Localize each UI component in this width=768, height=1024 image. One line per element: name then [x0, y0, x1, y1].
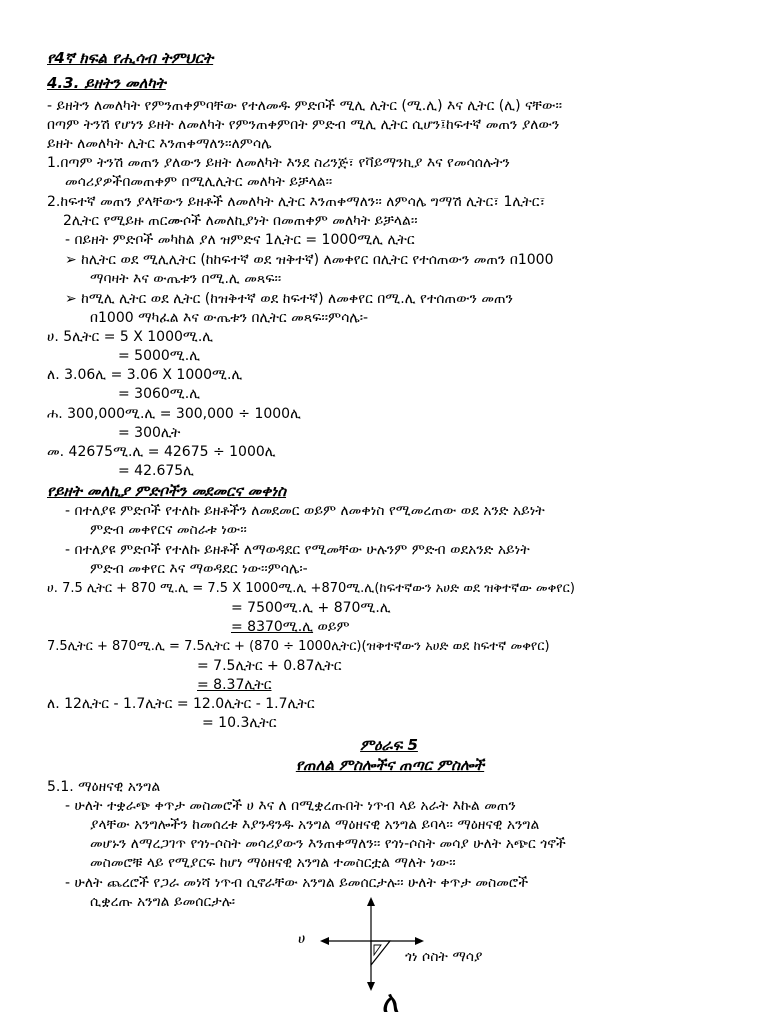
unit5-para-2a: - ሁለት ጨረሮች የጋራ መነሻ ነጥብ ሲኖራቸው አንግል ይመሰርታሉ፡፡ ሁለት ቀጥታ መስመሮች	[65, 875, 529, 891]
intro-line-3: ይዘት ለመለካት ሊትር እንጠቀማለን፡፡ለምሳሌ	[47, 136, 272, 152]
horizontal-arrow-left	[320, 937, 329, 945]
intro-line-1: - ይዘትን ለመለካት የምንጠቀምባቸው የተለመዱ ምድቦች ሚሊ ሊትር (ሚ.ሊ) እና ሊትር (ሊ) ናቸው፡፡	[47, 98, 563, 114]
intro-arrow-1b: ማባዛት እና ውጤቱን በሚ.ሊ መጻፍ፡፡	[90, 271, 282, 287]
section-5-1-title: 5.1. ማዕዘናዊ አንግል	[47, 779, 161, 795]
intro-arrow-1a: ➢ ከሊትር ወደ ሚሊሊትር (ከከፍተኛ ወደ ዝቅተኛ) ለመቀየር በሊትር የተሰጠውን መጠን በ1000	[65, 252, 554, 268]
addsub-example-3a: ለ. 12ሊትር - 1.7ሊትር = 12.0ሊትር - 1.7ሊትር	[47, 696, 315, 712]
intro-line-2: በጣም ትንሽ የሆነን ይዘት ለመለካት የምንጠቀምበት ምድብ ሚሊ ሊትር ሲሆን፤ከፍተኛ መጠን ያለውን	[47, 117, 560, 133]
unit-subtitle: የጠለል ምስሎችና ጠጣር ምስሎች	[295, 756, 485, 774]
diagram-label-tool: ጎነ ሶስት ማሳያ	[405, 949, 483, 965]
example-ha-2: = 5000ሚ.ሊ	[118, 348, 201, 364]
vertical-arrow-bottom	[367, 982, 375, 991]
vertical-arrow-top	[367, 897, 375, 906]
addsub-dash-2b: ምድብ መቀየር እና ማወዳደር ነው፡፡ምሳሌ፡-	[90, 561, 308, 577]
unit5-para-1d: መስመሮቹ ላይ የሚያርፍ ከሆነ ማዕዘናዊ አንግል ተመስርቷል ማለት ነው፡፡	[90, 855, 456, 871]
addsub-example-2c: = 8.37ሊትር	[197, 677, 272, 693]
example-me-1: መ. 42675ሚ.ሊ = 42675 ÷ 1000ሊ	[47, 444, 276, 460]
addsub-example-1c	[231, 618, 350, 636]
addsub-example-1b: = 7500ሚ.ሊ + 870ሚ.ሊ	[231, 600, 391, 616]
addsub-example-2b: = 7.5ሊትር + 0.87ሊትር	[197, 658, 342, 674]
example-hha-2: = 300ሊት	[118, 425, 181, 441]
unit-title: ምዕራፍ 5	[360, 736, 418, 754]
intro-arrow-2b: በ1000 ማካፈል እና ውጤቱን በሊትር መጻፍ፡፡ምሳሌ፡-	[90, 310, 369, 326]
example-le-1: ለ. 3.06ሊ = 3.06 X 1000ሚ.ሊ	[47, 367, 243, 383]
example-hha-1: ሐ. 300,000ሚ.ሊ = 300,000 ÷ 1000ሊ	[47, 406, 301, 422]
horizontal-arrow-right	[415, 937, 424, 945]
grade-title: የ4ኛ ክፍል የሒሳብ ትምህርት	[47, 49, 214, 67]
diagram-label-l: ለ	[382, 985, 400, 1020]
addsub-title: የይዘት መለኪያ ምድቦችን መደመርና መቀነስ	[47, 482, 287, 500]
intro-item-1a: 1.በጣም ትንሽ መጠን ያለውን ይዘት ለመለካት እንደ ስሪንጅ፣ የቫይማንኪያ እና የመሳሰሉትን	[47, 155, 510, 171]
intro-dash-1: - በይዘት ምድቦች መካከል ያለ ዝምድና 1ሊትር = 1000ሚሊ ሊትር	[65, 232, 415, 248]
unit5-para-1c: መሆኑን ለማረጋገጥ የጎነ-ሶስት መሳሪያውን እንጠቀማለን፡፡ የጎነ-ሶስት መሳያ ሁለት አጭር ጎኖች	[90, 836, 566, 852]
addsub-result-ml: = 8370ሚ.ሊ	[231, 619, 314, 635]
addsub-dash-1b: ምድብ መቀየርና መስራቱ ነው፡፡	[90, 522, 247, 538]
unit5-para-1a: - ሁለት ተቋራጭ ቀጥታ መስመሮች ሀ እና ለ በሚቋረጡበት ነጥብ ላይ አራት እኩል መጠን	[65, 798, 516, 814]
unit5-para-1b: ያላቸው አንግሎችን ከመሰረቱ እያንዳንዱ አንግል ማዕዘናዊ አንግል ይባላ፡፡ ማዕዘናዊ አንግል	[90, 817, 540, 833]
addsub-example-3b: = 10.3ሊትር	[202, 715, 277, 731]
example-le-2: = 3060ሚ.ሊ	[118, 386, 201, 402]
addsub-dash-1a: - በተለያዩ ምድቦች የተለኩ ይዘቶችን ለመደመር ወይም ለመቀነስ የሚመረጠው ወደ አንድ አይነት	[65, 503, 545, 519]
addsub-example-2a: 7.5ሊትር + 870ሚ.ሊ = 7.5ሊትር + (870 ÷ 1000ሊትር)(ዝቅተኛውን አሀድ ወደ ከፍተኛ መቀየር)	[47, 639, 550, 654]
intro-item-1b: መሳሪያዎችበመጠቀም በሚሊሊትር መለካት ይቻላል፡፡	[65, 174, 333, 190]
addsub-example-1a: ሀ. 7.5 ሊትር + 870 ሚ.ሊ = 7.5 X 1000ሚ.ሊ +870ሚ.ሊ(ከፍተኛውን አሀድ ወደ ዝቅተኛው መቀየር)	[47, 581, 575, 596]
unit5-para-2b: ሲቋረጡ አንግል ይመሰርታሉ፡	[90, 894, 236, 910]
addsub-or-text: ወይም	[313, 619, 350, 635]
intro-item-2a: 2.ከፍተኛ መጠን ያላቸውን ይዘቶች ለመለካት ሊትር እንጠቀማለን፡፡ ለምሳሌ ግማሽ ሊትር፣ 1ሊትር፣	[47, 194, 546, 210]
intro-item-2b: 2ሊትር የሚይዙ ጠርሙሶች ለመለኪያነት በመጠቀም መለካት ይቻላል፡፡	[63, 213, 418, 229]
section-title: 4.3. ይዘትን መለካት	[47, 74, 166, 92]
example-me-2: = 42.675ሊ	[118, 463, 195, 479]
addsub-dash-2a: - በተለያዩ ምድቦች የተለኩ ይዘቶች ለማወዳደር የሚመቸው ሁሉንም ምድብ ወደአንድ አይነት	[65, 542, 530, 558]
example-ha-1: ሀ. 5ሊትር = 5 X 1000ሚ.ሊ	[47, 329, 214, 345]
diagram-label-h: ሀ	[298, 931, 306, 947]
intro-arrow-2a: ➢ ከሚሊ ሊትር ወደ ሊትር (ከዝቅተኛ ወደ ከፍተኛ) ለመቀየር በሚ.ሊ የተሰጠውን መጠን	[65, 291, 513, 307]
